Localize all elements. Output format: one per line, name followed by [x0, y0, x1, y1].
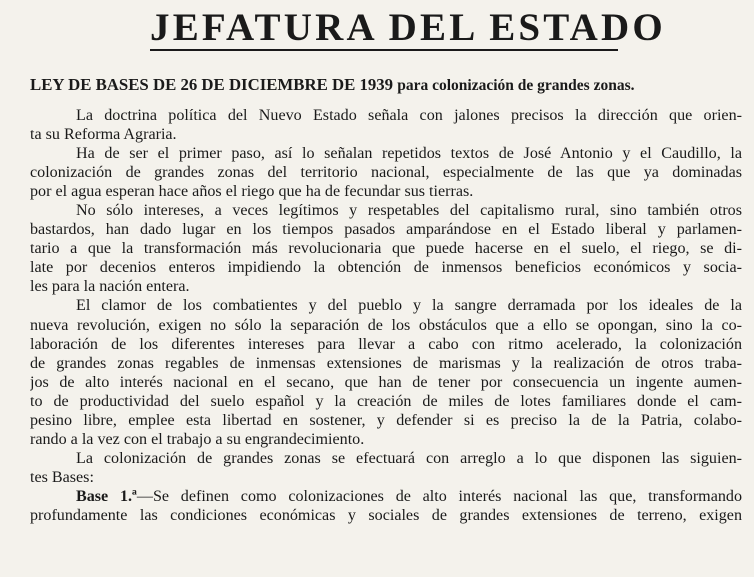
- text-line: ta su Reforma Agraria.: [30, 126, 177, 144]
- text-line: laboración de los diferentes intereses para llevar a cabo con ritmo acelerado, la colonización: [30, 335, 742, 353]
- text-line: tes Bases:: [30, 468, 94, 486]
- paragraph: [30, 106, 742, 144]
- law-heading: [30, 75, 742, 96]
- text-line: late por decenios enteros impidiendo la obtención de inmensos beneficios económicos y socia-: [30, 259, 742, 277]
- text-line: No sólo intereses, a veces legítimos y respetables del capitalismo rural, sino también otros: [76, 202, 742, 220]
- text-line: nueva revolución, exigen no sólo la separación de los obstáculos que a ello se opongan, sino la co-: [30, 316, 742, 334]
- law-heading-tail: para colonización de grandes zonas.: [397, 77, 635, 94]
- paragraph: [30, 201, 742, 296]
- base-1-text: —Se definen como colonizaciones de alto interés nacional las que, transformando: [136, 487, 742, 505]
- text-line: to de productividad del suelo español y la creación de miles de lotes familiares donde el cam-: [30, 392, 742, 410]
- text-line: tario a que la transformación más revolucionaria que puede hacerse en el suelo, el riego, se di-: [30, 240, 742, 258]
- law-heading-lead: LEY DE BASES DE 26 DE DICIEMBRE DE 1939: [30, 75, 394, 94]
- text-line: La colonización de grandes zonas se efectuará con arreglo a lo que disponen las siguien-: [76, 449, 742, 467]
- text-line: [30, 487, 742, 506]
- text-line: pesino libre, emplee esta libertad en sostener, y defender si es preciso la de la Patria, colabo-: [30, 411, 742, 429]
- paragraph: [30, 144, 742, 201]
- paragraph: [30, 449, 742, 487]
- masthead-title: JEFATURA DEL ESTADO: [150, 6, 666, 49]
- text-line: por el agua esperan hace años el riego que ha de fecundar sus tierras.: [30, 183, 474, 201]
- law-body: [30, 106, 742, 525]
- masthead: [150, 6, 666, 51]
- text-line: rando a la vez con el trabajo a su engrandecimiento.: [30, 430, 365, 448]
- text-line: profundamente las condiciones económicas y sociales de grandes extensiones de terreno, exigen: [30, 506, 742, 524]
- text-line: colonización de grandes zonas del territorio nacional, especialmente de las que ya dominadas: [30, 164, 742, 182]
- text-line: jos de alto interés nacional en el secano, que han de tener por consecuencia un ingente aumen-: [30, 373, 742, 391]
- text-line: de grandes zonas regables de inmensas extensiones de marismas y la realización de otros traba-: [30, 354, 742, 372]
- base-1-label: Base 1.ª: [76, 487, 137, 505]
- text-line: El clamor de los combatientes y del pueblo y la sangre derramada por los ideales de la: [76, 297, 742, 315]
- text-line: La doctrina política del Nuevo Estado señala con jalones precisos la dirección que orien-: [76, 107, 742, 124]
- base-1-paragraph: [30, 487, 742, 525]
- text-line: Ha de ser el primer paso, así lo señalan repetidos textos de José Antonio y el Caudillo, la: [76, 145, 742, 163]
- masthead-underline: [150, 49, 618, 51]
- paragraph: [30, 296, 742, 448]
- text-line: bastardos, han dado lugar en los tiempos pasados amparándose en el Estado liberal y parlamen-: [30, 221, 742, 239]
- text-line: les para la nación entera.: [30, 278, 190, 296]
